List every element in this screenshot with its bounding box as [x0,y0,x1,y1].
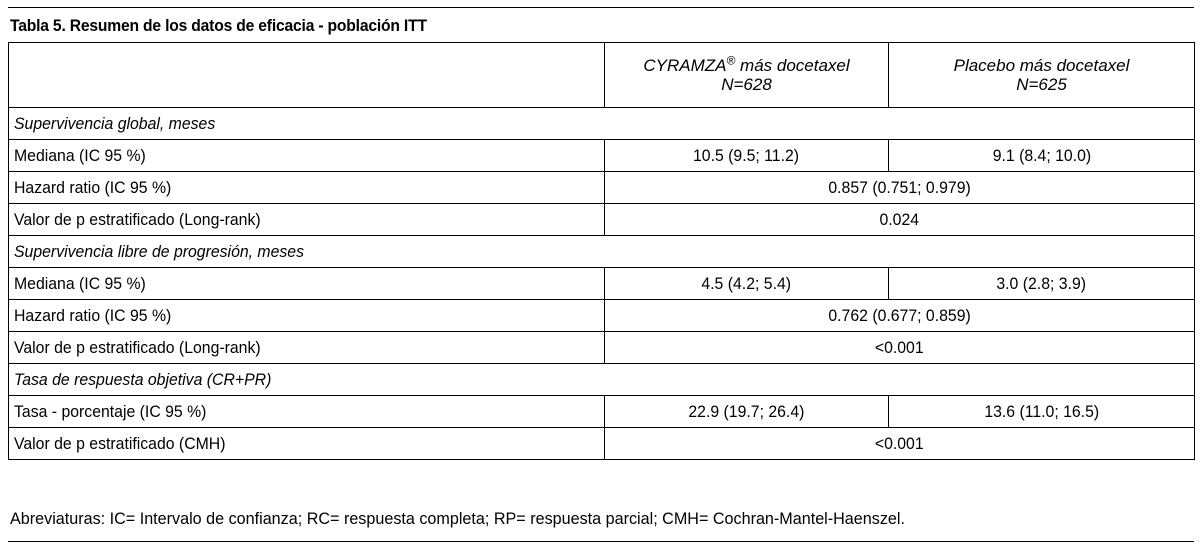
table-row [9,268,1195,300]
header-empty-cell [9,43,605,108]
table-caption: Tabla 5. Resumen de los datos de eficacia - población ITT [10,16,427,35]
efficacy-table [8,42,1195,460]
merged-value: <0.001 [605,332,1195,364]
merged-value: <0.001 [605,428,1195,460]
row-label: Hazard ratio (IC 95 %) [9,300,605,332]
table-header-row [9,43,1195,108]
section-row [9,236,1195,268]
table-row [9,204,1195,236]
placebo-value: 9.1 (8.4; 10.0) [889,140,1195,172]
row-label: Hazard ratio (IC 95 %) [9,172,605,204]
table-row [9,332,1195,364]
placebo-value: 3.0 (2.8; 3.9) [889,268,1195,300]
table-row [9,140,1195,172]
section-title: Supervivencia global, meses [9,108,1195,140]
row-label: Tasa - porcentaje (IC 95 %) [9,396,605,428]
cyramza-value: 4.5 (4.2; 5.4) [605,268,889,300]
table-row [9,300,1195,332]
merged-value: 0.857 (0.751; 0.979) [605,172,1195,204]
cyramza-value: 22.9 (19.7; 26.4) [605,396,889,428]
top-rule [8,7,1194,8]
row-label: Mediana (IC 95 %) [9,140,605,172]
section-title: Supervivencia libre de progresión, meses [9,236,1195,268]
section-title: Tasa de respuesta objetiva (CR+PR) [9,364,1195,396]
table-row [9,428,1195,460]
merged-value: 0.024 [605,204,1195,236]
header-placebo: Placebo más docetaxel N=625 [889,43,1195,108]
section-row [9,364,1195,396]
row-label: Valor de p estratificado (Long-rank) [9,204,605,236]
row-label: Valor de p estratificado (Long-rank) [9,332,605,364]
section-row [9,108,1195,140]
header-cyramza: CYRAMZA® más docetaxel N=628 [605,43,889,108]
table-row [9,172,1195,204]
cyramza-value: 10.5 (9.5; 11.2) [605,140,889,172]
table-row [9,396,1195,428]
row-label: Mediana (IC 95 %) [9,268,605,300]
merged-value: 0.762 (0.677; 0.859) [605,300,1195,332]
abbreviations-note: Abreviaturas: IC= Intervalo de confianza; RC= respuesta completa; RP= respuesta parcial; CMH= Cochran-Mantel-Haenszel. [10,509,905,528]
bottom-rule [8,541,1194,542]
row-label: Valor de p estratificado (CMH) [9,428,605,460]
placebo-value: 13.6 (11.0; 16.5) [889,396,1195,428]
